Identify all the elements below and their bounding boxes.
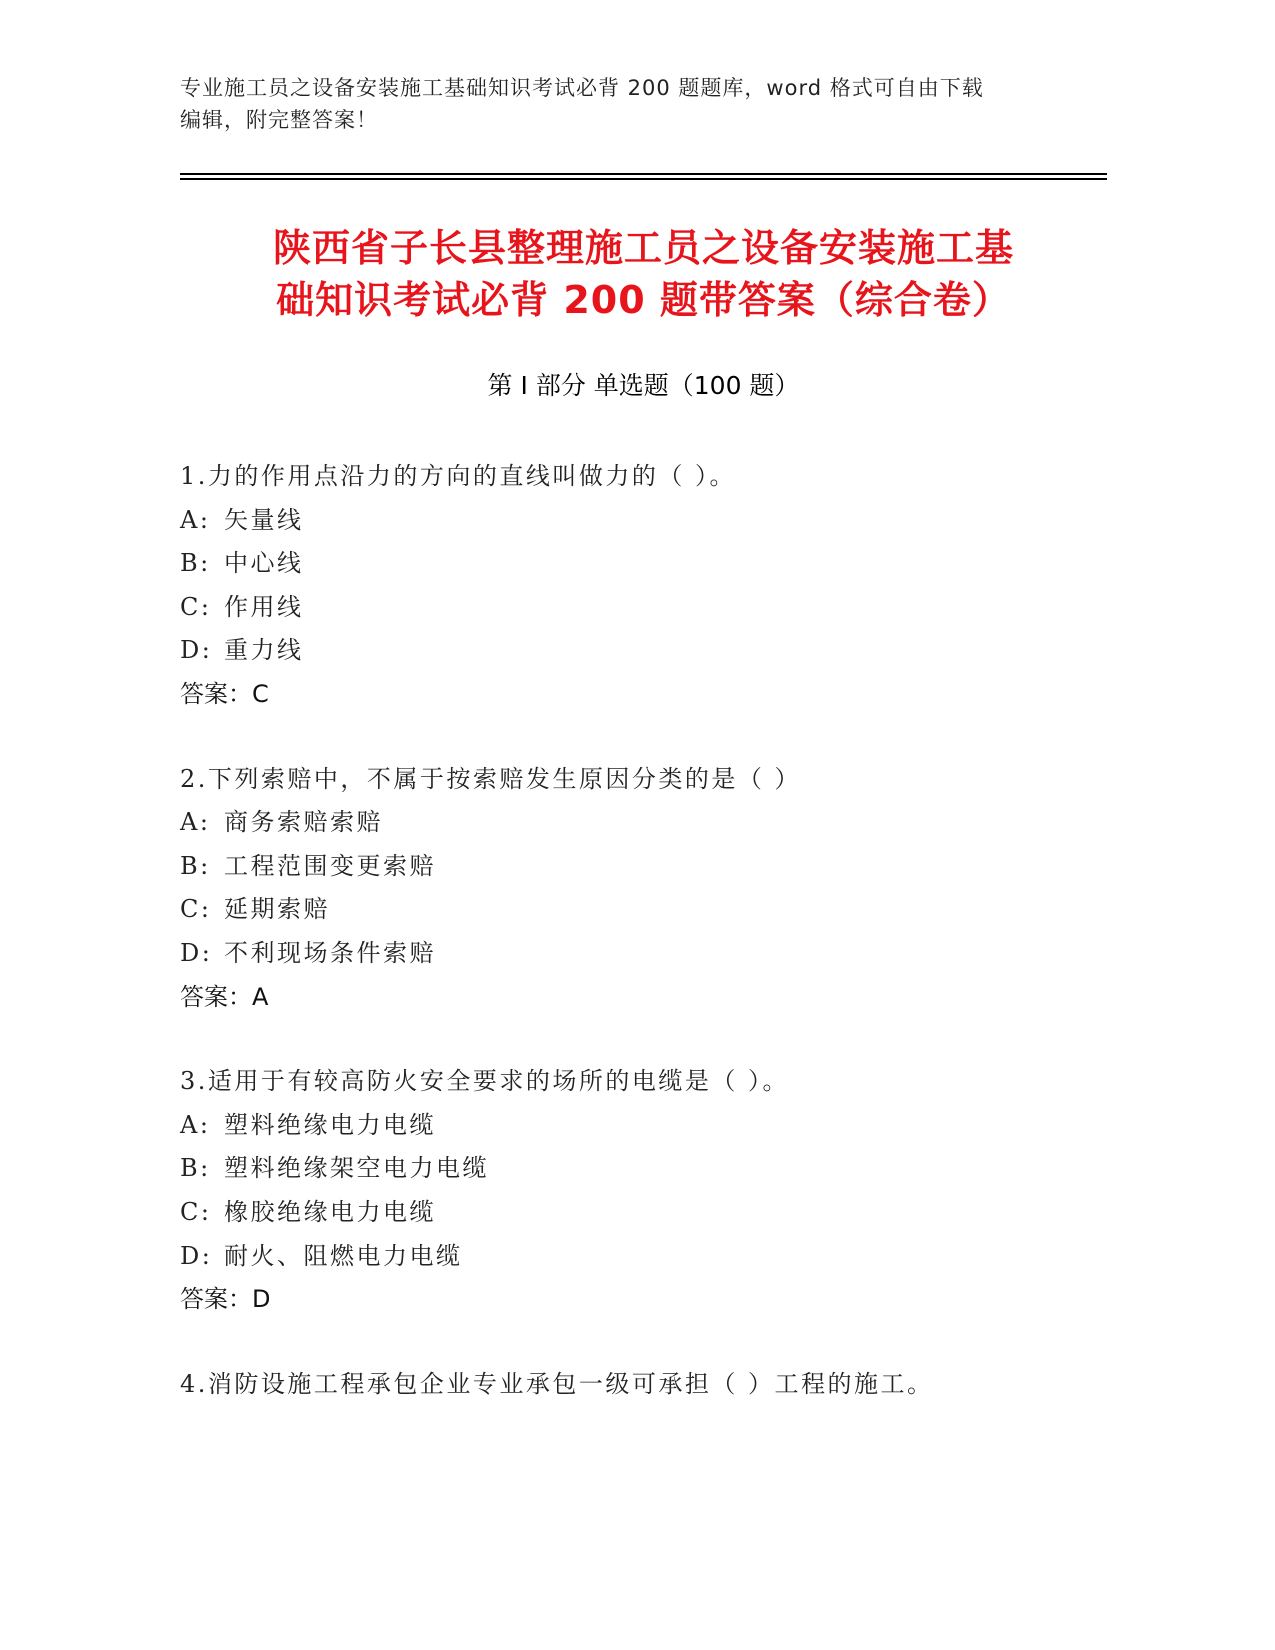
question-option-d bbox=[180, 629, 1107, 673]
question-stem: 3.适用于有较高防火安全要求的场所的电缆是（ ）。 bbox=[180, 1067, 790, 1096]
option-text: 塑料绝缘电力电缆 bbox=[224, 1110, 436, 1139]
question-option-b bbox=[180, 845, 1107, 889]
header-note-line-1: 专业施工员之设备安装施工基础知识考试必背 200 题题库，word 格式可自由下载 bbox=[180, 76, 984, 100]
option-text: 耐火、阻燃电力电缆 bbox=[224, 1241, 463, 1270]
option-letter: B: bbox=[180, 851, 211, 880]
option-letter: C: bbox=[180, 895, 212, 924]
question-option-a bbox=[180, 499, 1107, 543]
option-text: 作用线 bbox=[224, 592, 304, 621]
header-divider-top bbox=[180, 173, 1107, 175]
option-letter: D: bbox=[180, 636, 213, 665]
option-letter: A: bbox=[180, 808, 211, 837]
header-divider-bottom bbox=[180, 178, 1107, 180]
option-text: 工程范围变更索赔 bbox=[224, 851, 436, 880]
question-answer: 答案：D bbox=[180, 1285, 271, 1314]
option-text: 矢量线 bbox=[224, 505, 304, 534]
header-note bbox=[180, 72, 1080, 136]
question-answer: 答案：A bbox=[180, 982, 269, 1011]
document-title bbox=[180, 222, 1107, 326]
question-item bbox=[180, 1363, 1107, 1407]
question-option-d bbox=[180, 932, 1107, 976]
option-text: 塑料绝缘架空电力电缆 bbox=[224, 1154, 489, 1183]
question-option-c bbox=[180, 586, 1107, 630]
document-title-line-2: 础知识考试必背 200 题带答案（综合卷） bbox=[276, 278, 1011, 322]
option-text: 不利现场条件索赔 bbox=[224, 938, 436, 967]
option-letter: B: bbox=[180, 549, 211, 578]
question-option-b bbox=[180, 1147, 1107, 1191]
question-stem: 1.力的作用点沿力的方向的直线叫做力的（ ）。 bbox=[180, 462, 737, 490]
question-option-c bbox=[180, 1191, 1107, 1235]
question-stem: 4.消防设施工程承包企业专业承包一级可承担（ ）工程的施工。 bbox=[180, 1369, 934, 1398]
question-item bbox=[180, 455, 1107, 717]
option-letter: C: bbox=[180, 592, 212, 621]
question-option-a bbox=[180, 801, 1107, 845]
option-letter: D: bbox=[180, 1241, 213, 1270]
question-option-c bbox=[180, 888, 1107, 932]
option-text: 橡胶绝缘电力电缆 bbox=[224, 1197, 436, 1226]
option-letter: B: bbox=[180, 1154, 211, 1183]
option-letter: C: bbox=[180, 1197, 212, 1226]
option-text: 重力线 bbox=[224, 636, 304, 665]
document-title-line-1: 陕西省子长县整理施工员之设备安装施工基 bbox=[272, 226, 1014, 270]
option-text: 延期索赔 bbox=[224, 895, 330, 924]
question-option-b bbox=[180, 542, 1107, 586]
header-note-line-2: 编辑，附完整答案！ bbox=[180, 108, 378, 132]
question-answer: 答案：C bbox=[180, 679, 269, 708]
question-item bbox=[180, 758, 1107, 1020]
question-item bbox=[180, 1060, 1107, 1322]
option-letter: A: bbox=[180, 505, 211, 534]
option-letter: A: bbox=[180, 1110, 211, 1139]
question-option-a bbox=[180, 1104, 1107, 1148]
question-list bbox=[180, 455, 1107, 1406]
option-text: 中心线 bbox=[224, 549, 304, 578]
option-text: 商务索赔索赔 bbox=[224, 808, 383, 837]
question-stem: 2.下列索赔中，不属于按索赔发生原因分类的是（ ） bbox=[180, 764, 802, 793]
question-option-d bbox=[180, 1235, 1107, 1279]
section-heading: 第 I 部分 单选题（100 题） bbox=[487, 371, 800, 400]
option-letter: D: bbox=[180, 938, 213, 967]
